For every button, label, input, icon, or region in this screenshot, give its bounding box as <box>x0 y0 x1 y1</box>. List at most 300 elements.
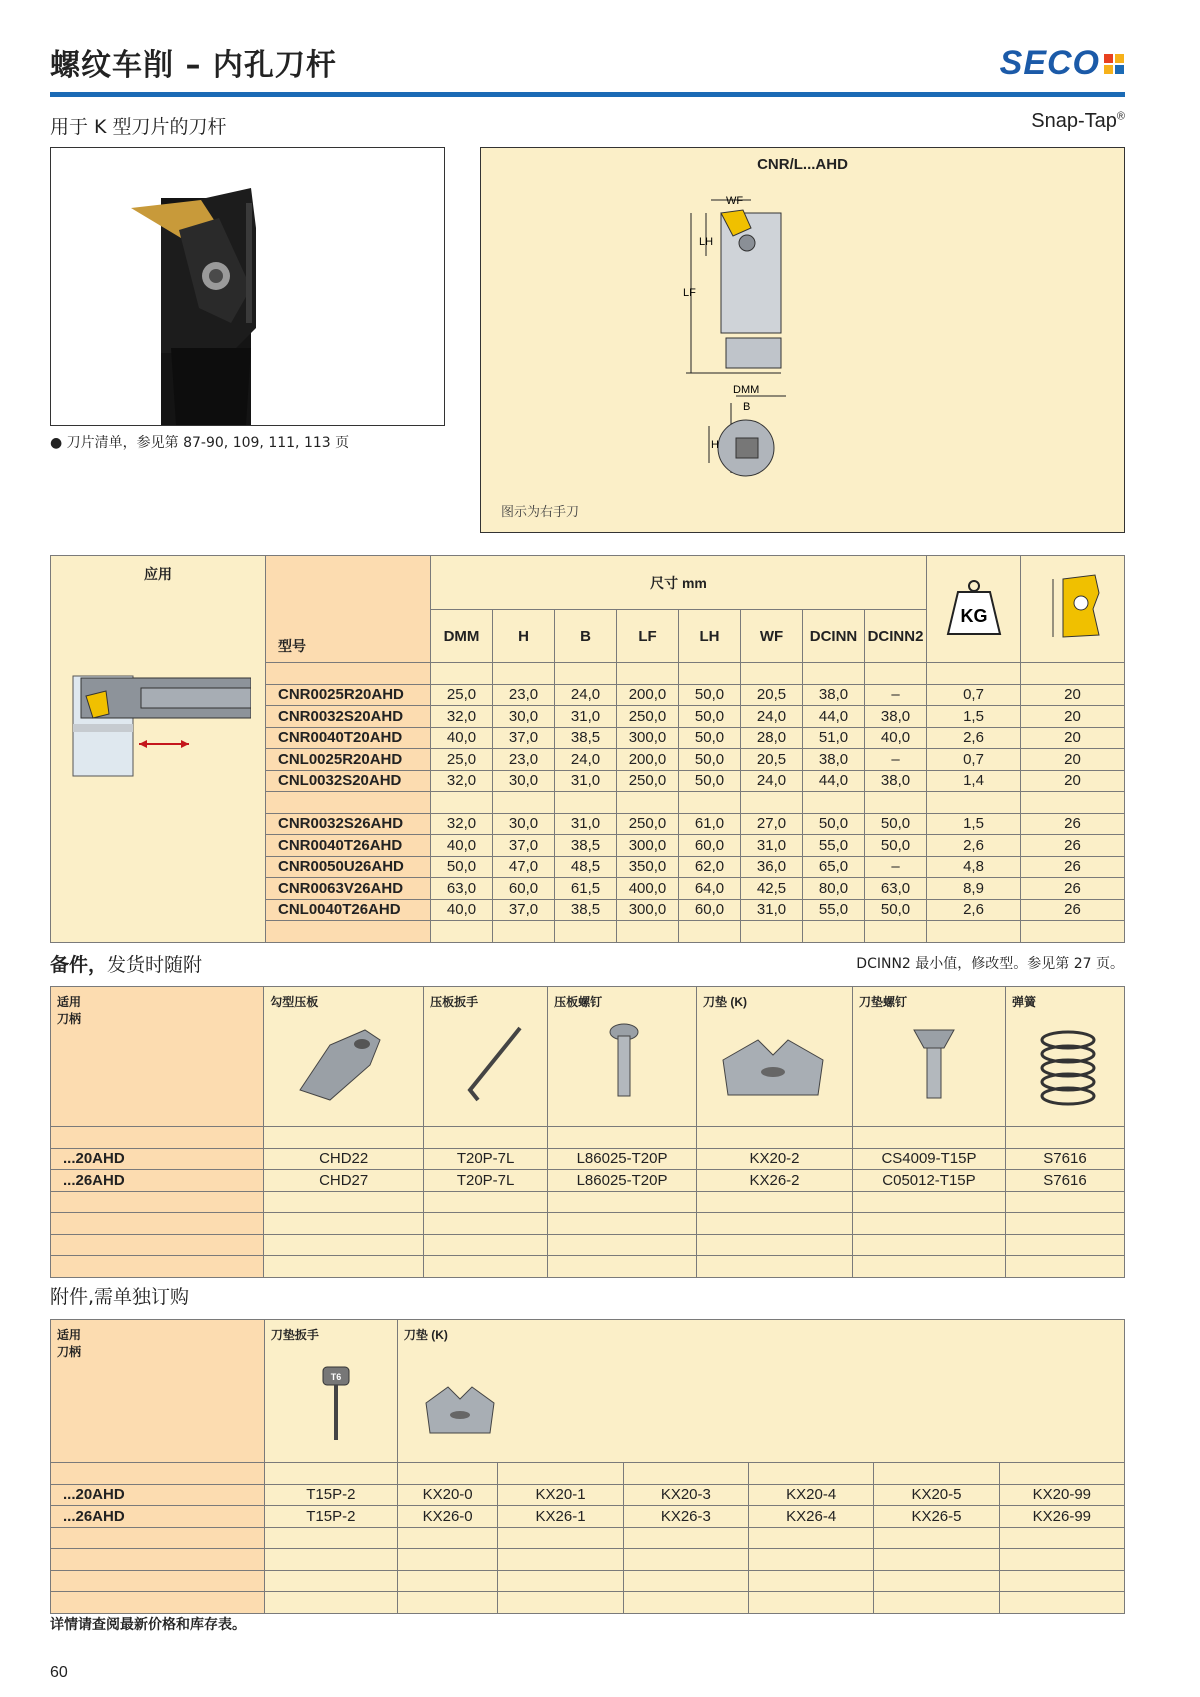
lh-label: LH <box>699 236 714 248</box>
empty-cell <box>264 1570 397 1592</box>
part-cell: KX20-5 <box>874 1484 999 1506</box>
empty-cell <box>999 1570 1124 1592</box>
empty-cell <box>498 1527 623 1549</box>
empty-cell <box>555 921 617 943</box>
weight-header <box>927 556 1021 663</box>
empty-cell <box>679 921 741 943</box>
weight-cell: 1,5 <box>927 706 1021 728</box>
empty-cell <box>927 792 1021 814</box>
empty-cell <box>623 1527 748 1549</box>
table-row <box>51 1170 1125 1192</box>
empty-cell <box>852 1213 1005 1235</box>
weight-cell: 2,6 <box>927 899 1021 921</box>
spacer-row <box>51 1463 1125 1485</box>
dims-header: 尺寸 mm <box>431 556 927 610</box>
insert-cell: 20 <box>1021 770 1125 792</box>
dim-cell: 250,0 <box>617 770 679 792</box>
spacer-row <box>51 1213 1125 1235</box>
subtitle: 用于 K 型刀片的刀杆 <box>50 116 227 138</box>
empty-cell <box>749 1527 874 1549</box>
spring-icon <box>1018 1020 1118 1110</box>
fit-cell <box>51 1549 265 1571</box>
weight-cell: 0,7 <box>927 684 1021 706</box>
acc-col-wrench <box>264 1320 397 1463</box>
page-number: 60 <box>50 1664 68 1681</box>
empty-cell <box>697 1191 853 1213</box>
dim-cell: 24,0 <box>741 770 803 792</box>
shim-label: 刀垫 (K) <box>703 995 748 1009</box>
fit-cell <box>51 1527 265 1549</box>
dim-cell: – <box>865 749 927 771</box>
dim-cell: 55,0 <box>803 835 865 857</box>
fit-cell <box>51 1213 264 1235</box>
model-header: 型号 <box>266 556 431 663</box>
dim-cell: 20,5 <box>741 749 803 771</box>
empty-cell <box>548 1256 697 1278</box>
empty-cell <box>697 1213 853 1235</box>
empty-cell <box>397 1463 498 1485</box>
empty-cell <box>1021 792 1125 814</box>
spacer-row <box>51 1527 1125 1549</box>
dim-cell: 38,0 <box>865 770 927 792</box>
footnote: 详情请查阅最新价格和库存表。 <box>50 1617 246 1633</box>
dim-cell: 38,0 <box>865 706 927 728</box>
empty-cell <box>623 1463 748 1485</box>
insert-icon <box>1043 573 1103 643</box>
right-hand-note: 图示为右手刀 <box>501 505 580 520</box>
dim-cell: 31,0 <box>555 813 617 835</box>
weight-icon <box>944 578 1004 638</box>
empty-cell <box>874 1527 999 1549</box>
empty-cell <box>555 792 617 814</box>
clamp-screw-icon <box>564 1020 684 1110</box>
dim-cell: 31,0 <box>741 835 803 857</box>
dim-cell: 50,0 <box>431 856 493 878</box>
dim-cell: 23,0 <box>493 684 555 706</box>
spacer-row <box>51 1592 1125 1614</box>
header-rule <box>50 92 1125 97</box>
part-cell: KX26-99 <box>999 1506 1124 1528</box>
empty-cell <box>623 1570 748 1592</box>
insert-cell: 20 <box>1021 684 1125 706</box>
acc-fit-header: 适用 刀柄 <box>51 1320 265 1463</box>
empty-cell <box>617 921 679 943</box>
application-illustration <box>71 666 251 786</box>
dim-cell: 400,0 <box>617 878 679 900</box>
dim-cell: 24,0 <box>555 749 617 771</box>
empty-cell <box>264 1191 424 1213</box>
seco-logo <box>1000 44 1124 83</box>
spare-col-shim <box>697 987 853 1127</box>
part-cell: KX26-0 <box>397 1506 498 1528</box>
dim-cell: 32,0 <box>431 813 493 835</box>
dim-cell: 24,0 <box>555 684 617 706</box>
empty-cell <box>264 1127 424 1149</box>
dim-cell: 27,0 <box>741 813 803 835</box>
empty-cell <box>498 1463 623 1485</box>
dim-cell: 63,0 <box>865 878 927 900</box>
shim-wrench-label: 刀垫扳手 <box>270 1328 319 1342</box>
part-cell: T15P-2 <box>264 1506 397 1528</box>
dim-cell: 350,0 <box>617 856 679 878</box>
part-cell: L86025-T20P <box>548 1170 697 1192</box>
spacer-row <box>51 1191 1125 1213</box>
shim-screw-icon <box>869 1020 999 1110</box>
dim-cell: 32,0 <box>431 770 493 792</box>
empty-cell <box>548 1127 697 1149</box>
empty-cell <box>865 792 927 814</box>
dim-cell: – <box>865 856 927 878</box>
dim-cell: 300,0 <box>617 835 679 857</box>
dim-cell: 200,0 <box>617 684 679 706</box>
dim-cell: 250,0 <box>617 706 679 728</box>
dim-cell: 200,0 <box>617 749 679 771</box>
empty-cell <box>498 1549 623 1571</box>
accessories-title: 附件,需单独订购 <box>50 1286 190 1308</box>
dim-cell: 50,0 <box>865 899 927 921</box>
part-cell: KX26-4 <box>749 1506 874 1528</box>
dim-cell: 50,0 <box>679 684 741 706</box>
empty-cell <box>617 792 679 814</box>
empty-cell <box>749 1463 874 1485</box>
fit-cell <box>51 1592 265 1614</box>
empty-cell <box>397 1592 498 1614</box>
empty-cell <box>749 1570 874 1592</box>
weight-cell: 8,9 <box>927 878 1021 900</box>
insert-cell: 20 <box>1021 727 1125 749</box>
dmm-label: DMM <box>733 384 760 396</box>
empty-cell <box>264 1256 424 1278</box>
dim-cell: 63,0 <box>431 878 493 900</box>
spare-table <box>50 986 1125 1278</box>
dim-col-header: LH <box>679 610 741 663</box>
empty-cell <box>1005 1127 1124 1149</box>
empty-cell <box>852 1191 1005 1213</box>
empty-cell <box>1005 1191 1124 1213</box>
fit-cell <box>51 1191 264 1213</box>
part-cell: CHD27 <box>264 1170 424 1192</box>
empty-cell <box>874 1570 999 1592</box>
fit-cell <box>51 1256 264 1278</box>
empty-cell <box>999 1463 1124 1485</box>
acc-shim-label: 刀垫 (K) <box>403 1328 448 1342</box>
dim-cell: 50,0 <box>679 727 741 749</box>
dim-cell: 80,0 <box>803 878 865 900</box>
part-cell: KX26-1 <box>498 1506 623 1528</box>
empty-cell <box>431 792 493 814</box>
empty-cell <box>1005 1213 1124 1235</box>
empty-cell <box>852 1256 1005 1278</box>
spacer-row <box>51 1570 1125 1592</box>
model-cell <box>266 921 431 943</box>
dim-cell: 50,0 <box>679 706 741 728</box>
product-line <box>1031 110 1125 133</box>
dim-cell: 40,0 <box>431 727 493 749</box>
spring-label: 弹簧 <box>1011 995 1036 1009</box>
dim-col-header: WF <box>741 610 803 663</box>
empty-cell <box>617 663 679 685</box>
h-label: H <box>711 439 719 451</box>
empty-cell <box>555 663 617 685</box>
model-cell: CNR0032S26AHD <box>266 813 431 835</box>
empty-cell <box>264 1549 397 1571</box>
empty-cell <box>424 1213 548 1235</box>
dim-cell: 38,5 <box>555 835 617 857</box>
insert-cell: 26 <box>1021 813 1125 835</box>
empty-cell <box>397 1527 498 1549</box>
weight-cell: 1,5 <box>927 813 1021 835</box>
empty-cell <box>1021 921 1125 943</box>
weight-cell: 0,7 <box>927 749 1021 771</box>
insert-list-note: ● 刀片清单，参见第 87-90, 109, 111, 113 页 <box>50 435 350 451</box>
part-cell: L86025-T20P <box>548 1148 697 1170</box>
fit-cell <box>51 1234 264 1256</box>
empty-cell <box>498 1570 623 1592</box>
part-cell: CHD22 <box>264 1148 424 1170</box>
dim-cell: 31,0 <box>555 770 617 792</box>
shim-icon <box>713 1020 843 1110</box>
model-cell: CNR0032S20AHD <box>266 706 431 728</box>
dim-cell: 30,0 <box>493 813 555 835</box>
empty-cell <box>548 1234 697 1256</box>
empty-cell <box>397 1570 498 1592</box>
insert-cell: 26 <box>1021 878 1125 900</box>
empty-cell <box>999 1592 1124 1614</box>
empty-cell <box>865 663 927 685</box>
empty-cell <box>493 792 555 814</box>
boring-bar-photo <box>51 148 444 425</box>
dim-cell: 50,0 <box>679 770 741 792</box>
dim-cell: 25,0 <box>431 749 493 771</box>
model-cell: CNL0025R20AHD <box>266 749 431 771</box>
dim-col-header: DMM <box>431 610 493 663</box>
dimension-diagram <box>480 147 1125 533</box>
empty-cell <box>852 1127 1005 1149</box>
weight-cell: 2,6 <box>927 835 1021 857</box>
fit-cell: ...26AHD <box>51 1170 264 1192</box>
dim-cell: 24,0 <box>741 706 803 728</box>
dim-cell: 44,0 <box>803 706 865 728</box>
l-wrench-icon <box>440 1020 540 1110</box>
dim-cell: 50,0 <box>865 835 927 857</box>
part-cell: S7616 <box>1005 1170 1124 1192</box>
brand-name: SECO <box>999 44 1100 82</box>
part-cell: CS4009-T15P <box>852 1148 1005 1170</box>
accessories-table <box>50 1319 1125 1614</box>
acc-col-shim <box>397 1320 1124 1463</box>
lf-label: LF <box>683 287 696 299</box>
dim-cell: 31,0 <box>555 706 617 728</box>
b-label: B <box>743 401 751 413</box>
weight-cell: 1,4 <box>927 770 1021 792</box>
dim-col-header: LF <box>617 610 679 663</box>
shim-screw-label: 刀垫螺钉 <box>858 995 907 1009</box>
part-cell: T15P-2 <box>264 1484 397 1506</box>
weight-cell: 2,6 <box>927 727 1021 749</box>
dim-cell: 62,0 <box>679 856 741 878</box>
insert-cell: 26 <box>1021 835 1125 857</box>
dim-col-header: DCINN2 <box>865 610 927 663</box>
dim-cell: 32,0 <box>431 706 493 728</box>
part-cell: KX20-1 <box>498 1484 623 1506</box>
dim-cell: 37,0 <box>493 727 555 749</box>
model-cell: CNR0040T26AHD <box>266 835 431 857</box>
fit-cell: ...20AHD <box>51 1148 264 1170</box>
dim-cell: 40,0 <box>431 835 493 857</box>
empty-cell <box>1005 1234 1124 1256</box>
part-cell: T20P-7L <box>424 1148 548 1170</box>
dim-cell: 55,0 <box>803 899 865 921</box>
empty-cell <box>548 1191 697 1213</box>
spare-title-bold: 备件， <box>50 954 108 976</box>
product-photo <box>50 147 445 426</box>
empty-cell <box>264 1527 397 1549</box>
spacer-row <box>51 1127 1125 1149</box>
part-cell: C05012-T15P <box>852 1170 1005 1192</box>
empty-cell <box>803 921 865 943</box>
kg-label: KG <box>960 605 987 626</box>
dim-cell: 30,0 <box>493 770 555 792</box>
registered-mark: ® <box>1116 110 1125 123</box>
dim-cell: 60,0 <box>679 899 741 921</box>
acc-shim-icon <box>418 1373 508 1453</box>
dim-cell: 31,0 <box>741 899 803 921</box>
part-cell: KX20-0 <box>397 1484 498 1506</box>
dim-cell: 42,5 <box>741 878 803 900</box>
empty-cell <box>1021 663 1125 685</box>
empty-cell <box>741 921 803 943</box>
dim-cell: 30,0 <box>493 706 555 728</box>
model-cell: CNL0040T26AHD <box>266 899 431 921</box>
application-label: 应用 <box>144 566 172 582</box>
part-cell: T20P-7L <box>424 1170 548 1192</box>
spare-title <box>50 950 202 977</box>
empty-cell <box>548 1213 697 1235</box>
empty-cell <box>493 663 555 685</box>
part-cell: KX20-4 <box>749 1484 874 1506</box>
holder-drawing <box>481 148 1126 534</box>
spare-fit-header: 适用 刀柄 <box>51 987 264 1127</box>
spare-col-shim-screw <box>852 987 1005 1127</box>
empty-cell <box>264 1592 397 1614</box>
empty-cell <box>679 663 741 685</box>
dim-cell: 60,0 <box>493 878 555 900</box>
empty-cell <box>874 1592 999 1614</box>
dim-cell: 38,5 <box>555 899 617 921</box>
clamp-wrench-label: 压板扳手 <box>430 995 479 1009</box>
holder-table <box>50 555 1125 943</box>
empty-cell <box>927 663 1021 685</box>
dim-cell: 23,0 <box>493 749 555 771</box>
clamp-icon <box>290 1020 410 1110</box>
model-cell: CNL0032S20AHD <box>266 770 431 792</box>
insert-cell: 26 <box>1021 899 1125 921</box>
part-cell: KX20-99 <box>999 1484 1124 1506</box>
spacer-row <box>51 1256 1125 1278</box>
dim-cell: 40,0 <box>865 727 927 749</box>
fit-cell: ...26AHD <box>51 1506 265 1528</box>
empty-cell <box>431 921 493 943</box>
dim-cell: 36,0 <box>741 856 803 878</box>
clamp-label: 勾型压板 <box>270 995 319 1009</box>
empty-cell <box>424 1191 548 1213</box>
dim-cell: 50,0 <box>865 813 927 835</box>
spare-col-clamp <box>264 987 424 1127</box>
dim-col-header: H <box>493 610 555 663</box>
insert-cell: 20 <box>1021 749 1125 771</box>
empty-cell <box>999 1549 1124 1571</box>
model-cell: CNR0050U26AHD <box>266 856 431 878</box>
application-cell <box>51 556 266 943</box>
dim-cell: 20,5 <box>741 684 803 706</box>
insert-cell: 20 <box>1021 706 1125 728</box>
empty-cell <box>999 1527 1124 1549</box>
table-row <box>51 1484 1125 1506</box>
dim-cell: 48,5 <box>555 856 617 878</box>
empty-cell <box>741 663 803 685</box>
dim-cell: 38,5 <box>555 727 617 749</box>
empty-cell <box>852 1234 1005 1256</box>
empty-cell <box>874 1463 999 1485</box>
dim-cell: 64,0 <box>679 878 741 900</box>
empty-cell <box>424 1127 548 1149</box>
table-row <box>51 1148 1125 1170</box>
dim-cell: 37,0 <box>493 835 555 857</box>
dim-cell: 300,0 <box>617 899 679 921</box>
empty-cell <box>749 1592 874 1614</box>
empty-cell <box>264 1213 424 1235</box>
dim-cell: 65,0 <box>803 856 865 878</box>
page-title: 螺纹车削 – 内孔刀杆 <box>50 48 337 83</box>
model-cell: CNR0040T20AHD <box>266 727 431 749</box>
wf-label: WF <box>726 195 744 207</box>
empty-cell <box>424 1234 548 1256</box>
empty-cell <box>1005 1256 1124 1278</box>
spare-title-rest: 发货时随附 <box>107 954 203 976</box>
logo-squares-icon <box>1104 54 1124 74</box>
dim-cell: 47,0 <box>493 856 555 878</box>
dim-cell: 40,0 <box>431 899 493 921</box>
empty-cell <box>874 1549 999 1571</box>
dim-cell: 38,0 <box>803 684 865 706</box>
empty-cell <box>623 1592 748 1614</box>
empty-cell <box>697 1256 853 1278</box>
empty-cell <box>397 1549 498 1571</box>
empty-cell <box>498 1592 623 1614</box>
dim-cell: 44,0 <box>803 770 865 792</box>
empty-cell <box>493 921 555 943</box>
empty-cell <box>424 1256 548 1278</box>
t-wrench-icon <box>281 1363 391 1453</box>
dim-col-header: DCINN <box>803 610 865 663</box>
spacer-row <box>51 1549 1125 1571</box>
dim-cell: 250,0 <box>617 813 679 835</box>
empty-cell <box>697 1234 853 1256</box>
empty-cell <box>623 1549 748 1571</box>
empty-cell <box>927 921 1021 943</box>
fit-cell <box>51 1570 265 1592</box>
dim-cell: 50,0 <box>803 813 865 835</box>
empty-cell <box>741 792 803 814</box>
model-cell: CNR0063V26AHD <box>266 878 431 900</box>
part-cell: KX20-2 <box>697 1148 853 1170</box>
fit-cell <box>51 1463 265 1485</box>
fit-cell <box>51 1127 264 1149</box>
spacer-row <box>51 1234 1125 1256</box>
spare-col-screw <box>548 987 697 1127</box>
weight-cell: 4,8 <box>927 856 1021 878</box>
dim-cell: 300,0 <box>617 727 679 749</box>
